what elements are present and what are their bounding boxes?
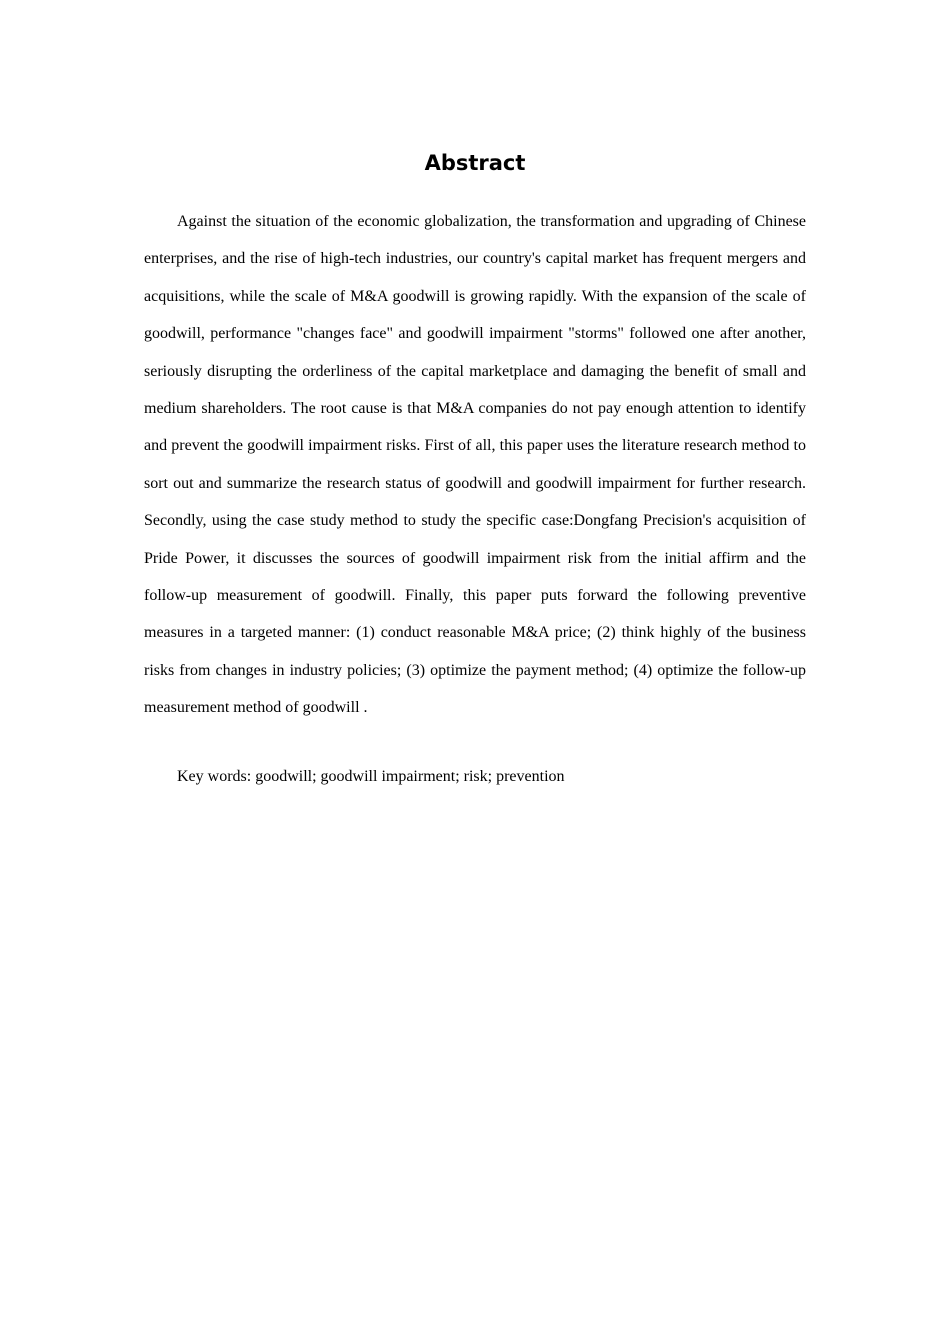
keywords-line: Key words: goodwill; goodwill impairment; risk; prevention [177, 767, 565, 785]
abstract-section [144, 140, 806, 795]
abstract-body: Against the situation of the economic globalization, the transformation and upgrading of Chinese enterprises, and the rise of high-tech industries, our country's capital market has frequent mergers and acquisitions, while the scale of M&A goodwill is growing rapidly. With the expansion of the scale of goodwill, performance "changes face" and goodwill impairment "storms" followed one after another, seriously disrupting the orderliness of the capital marketplace and damaging the benefit of small and medium shareholders. The root cause is that M&A companies do not pay enough attention to identify and prevent the goodwill impairment risks. First of all, this paper uses the literature research method to sort out and summarize the research status of goodwill and goodwill impairment for further research. Secondly, using the case study method to study the specific case:Dongfang Precision's acquisition of Pride Power, it discusses the sources of goodwill impairment risk from the initial affirm and the follow-up measurement of goodwill. Finally, this paper puts forward the following preventive measures in a targeted manner: (1) conduct reasonable M&A price; (2) think highly of the business risks from changes in industry policies; (3) optimize the payment method; (4) optimize the follow-up measurement method of goodwill . [144, 213, 806, 717]
abstract-title: Abstract [424, 151, 526, 175]
